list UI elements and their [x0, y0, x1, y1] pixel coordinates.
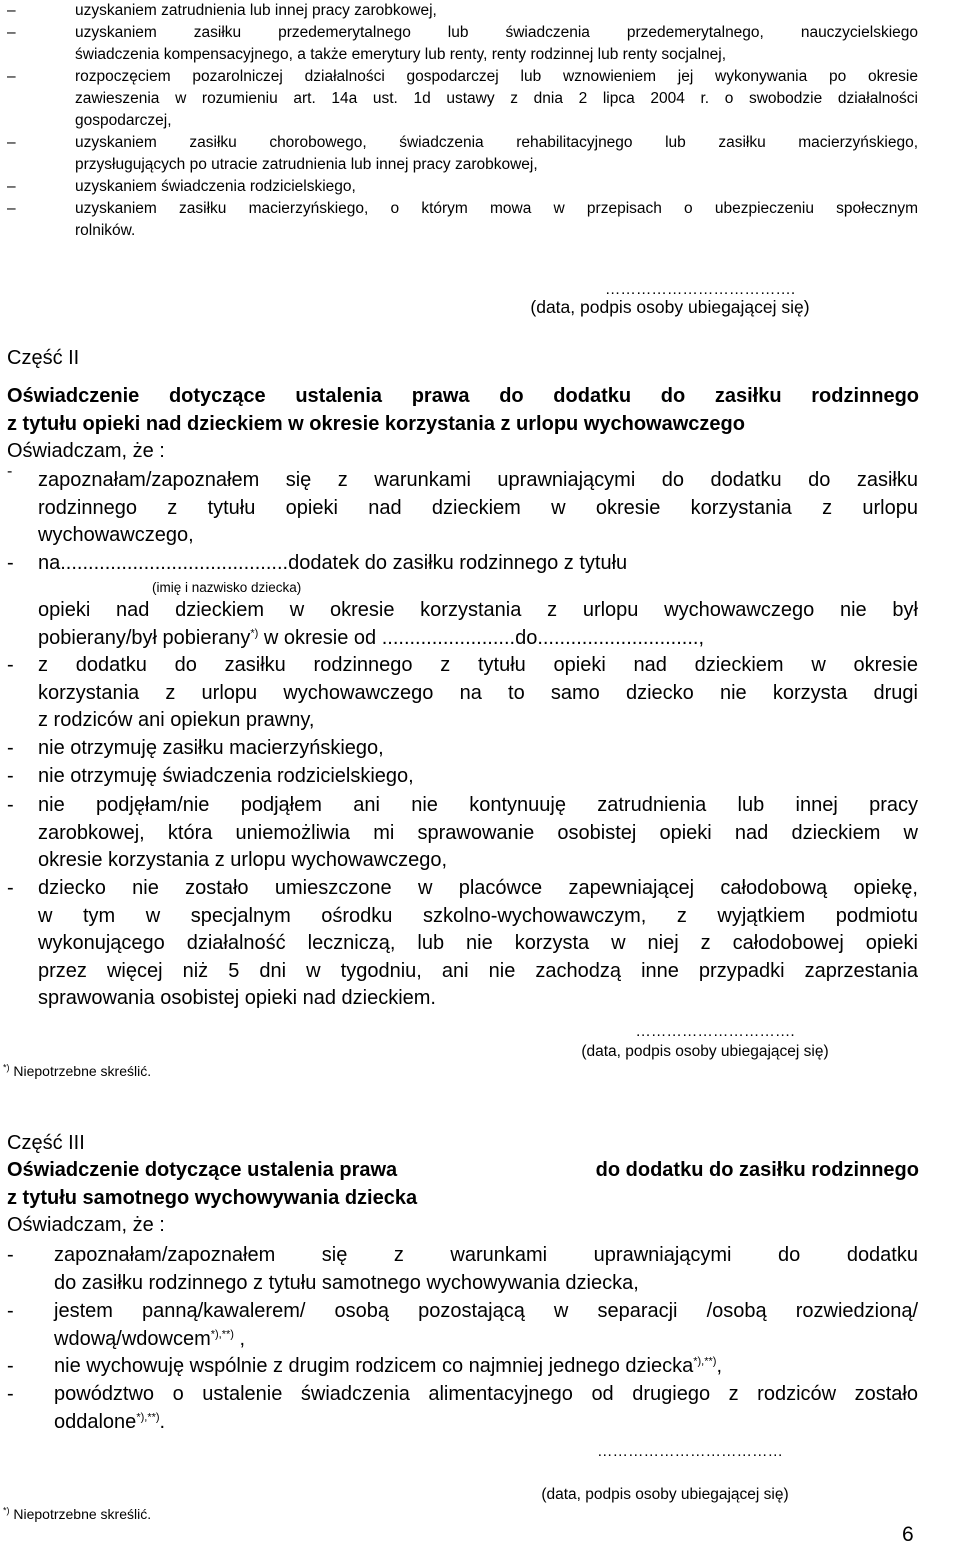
field-hint: (imię i nazwisko dziecka)	[152, 580, 302, 595]
footnote: *) Niepotrzebne skreślić.	[3, 1062, 152, 1079]
footnote: *) Niepotrzebne skreślić.	[3, 1505, 152, 1522]
list-item: powództwo o ustalenie świadczenia alimentacyjnego od drugiego z rodziców zostało oddalone*),**).	[54, 1383, 918, 1433]
list-item: dziecko nie zostało umieszczone w placówce zapewniającej całodobową opiekę, w tym w specjalnym ośrodku szkolno-wychowawczym, z wyjątkiem podmiotu wykonującego działalność leczniczą, lub nie korzysta w niej z całodobowej opieki przez więcej niż 5 dni w tygodniu, ani nie zachodzą inne przypadki zaprzestania sprawowania osobistej opieki nad dzieckiem.	[38, 877, 918, 1009]
list-bullet: –	[7, 68, 16, 85]
section-heading: Część III	[7, 1132, 85, 1154]
section-heading: Część II	[7, 347, 80, 369]
declaration-intro: Oświadczam, że :	[7, 1214, 165, 1236]
list-dash: -	[7, 1383, 14, 1405]
list-bullet: –	[7, 24, 16, 41]
list-item: uzyskaniem zatrudnienia lub innej pracy zarobkowej,	[75, 2, 437, 19]
signature-caption: (data, podpis osoby ubiegającej się)	[541, 1486, 789, 1503]
list-item: nie wychowuję wspólnie z drugim rodzicem co najmniej jednego dziecka*),**),	[54, 1355, 723, 1377]
list-dash: -	[7, 654, 14, 676]
list-dash: -	[7, 1355, 14, 1377]
signature-caption: (data, podpis osoby ubiegającej się)	[581, 1043, 829, 1060]
list-item: zapoznałam/zapoznałem się z warunkami uprawniającymi do dodatku do zasiłku rodzinnego z tytułu samotnego wychowywania dziecka,	[54, 1244, 918, 1294]
list-dash: -	[7, 794, 14, 816]
list-item: rozpoczęciem pozarolniczej działalności gospodarczej lub wznowieniem jej wykonywania po okresie zawieszenia w rozumieniu art. 14a ust. 1d ustawy z dnia 2 lipca 2004 r. o swobodzie działalności gospodarczej,	[75, 68, 918, 129]
list-item: z dodatku do zasiłku rodzinnego z tytułu opieki nad dzieckiem w okresie korzystania z urlopu wychowawczego na to samo dziecko nie korzysta drugi z rodziców ani opiekun prawny,	[38, 654, 918, 731]
list-item: uzyskaniem zasiłku przedemerytalnego lub świadczenia przedemerytalnego, nauczycielskiego świadczenia kompensacyjnego, a także emerytury lub renty, renty rodzinnej lub renty socjalnej,	[75, 24, 918, 63]
list-dash: -	[7, 1244, 14, 1266]
signature-caption: (data, podpis osoby ubiegającej się)	[530, 297, 810, 317]
list-item: uzyskaniem zasiłku macierzyńskiego, o którym mowa w przepisach o ubezpieczeniu społecznym rolników.	[75, 200, 918, 239]
signature-line: ………………………….	[635, 1023, 795, 1040]
list-dash: -	[7, 1300, 14, 1322]
list-dash: -	[7, 463, 13, 480]
list-dash: -	[7, 737, 14, 759]
signature-line: ……………………………….	[604, 281, 796, 298]
page-number: 6	[902, 1523, 914, 1546]
declaration-intro: Oświadczam, że :	[7, 440, 165, 462]
list-dash: -	[7, 877, 14, 899]
list-bullet: –	[7, 178, 16, 195]
list-item: uzyskaniem zasiłku chorobowego, świadczenia rehabilitacyjnego lub zasiłku macierzyńskiego, przysługujących po utracie zatrudnienia lub innej pracy zarobkowej,	[75, 134, 918, 173]
section-title: Oświadczenie dotyczące ustalenia prawa do dodatku do zasiłku rodzinnego z tytułu samotnego wychowywania dziecka	[7, 1159, 919, 1209]
list-item: jestem panną/kawalerem/ osobą pozostającą w separacji /osobą rozwiedzioną/ wdową/wdowcem*),**) ,	[54, 1300, 918, 1350]
list-item: na.........................................dodatek do zasiłku rodzinnego z tytułu	[38, 552, 628, 574]
list-item: nie podjęłam/nie podjąłem ani nie kontynuuję zatrudnienia lub innej pracy zarobkowej, która uniemożliwia mi sprawowanie osobistej opieki nad dzieckiem w okresie korzystania z urlopu wychowawczego,	[38, 794, 918, 871]
signature-line: ………………………………	[597, 1443, 783, 1460]
section-title: Oświadczenie dotyczące ustalenia prawa do dodatku do zasiłku rodzinnego z tytułu opieki nad dzieckiem w okresie korzystania z urlopu wychowawczego	[7, 385, 919, 435]
list-item-continuation: opieki nad dzieckiem w okresie korzystania z urlopu wychowawczego nie był pobierany/był pobierany*) w okresie od ........................do.............................,	[38, 599, 918, 649]
list-item: zapoznałam/zapoznałem się z warunkami uprawniającymi do dodatku do zasiłku rodzinnego z tytułu opieki nad dzieckiem w okresie korzystania z urlopu wychowawczego,	[38, 469, 918, 546]
list-bullet: –	[7, 134, 16, 151]
list-dash: -	[7, 552, 14, 574]
list-item: nie otrzymuję świadczenia rodzicielskiego,	[38, 765, 414, 787]
list-item: uzyskaniem świadczenia rodzicielskiego,	[75, 178, 356, 195]
list-bullet: –	[7, 2, 16, 19]
list-bullet: –	[7, 200, 16, 217]
list-item: nie otrzymuję zasiłku macierzyńskiego,	[38, 737, 384, 759]
list-dash: -	[7, 765, 14, 787]
